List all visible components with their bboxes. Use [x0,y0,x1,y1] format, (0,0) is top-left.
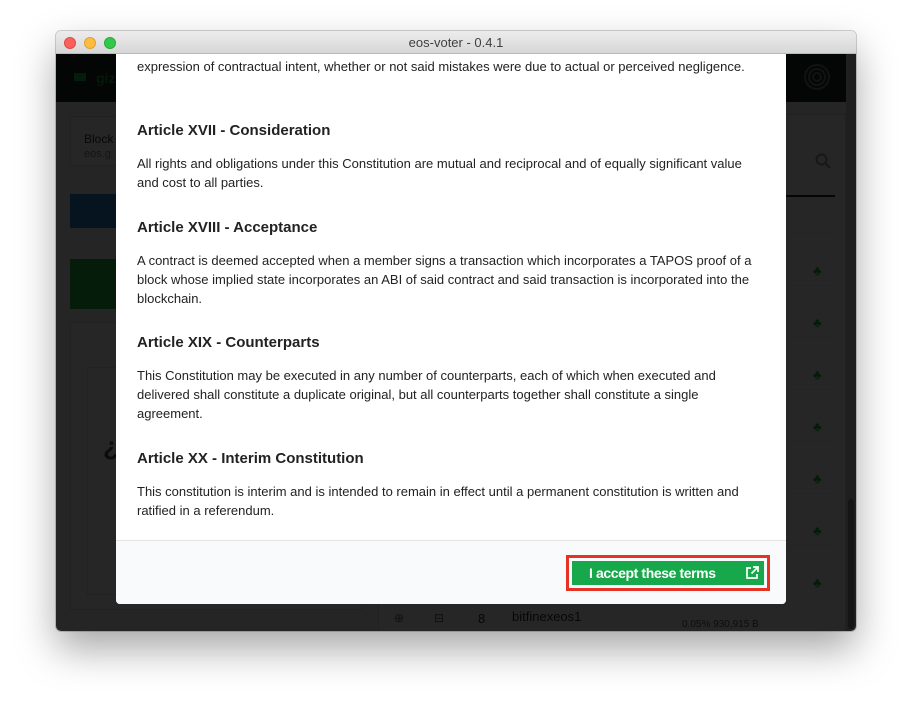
article-body: A contract is deemed accepted when a member signs a transaction which incorporates a TAPOS proof of a block whose implied state incorporates an ABI of said contract and said transaction is incorporated into the blockchain. [137,253,752,306]
article-heading: Article XVII - Consideration [137,122,331,139]
app-window [56,31,856,631]
article-section [137,121,767,192]
accept-terms-button[interactable] [572,561,764,585]
article-heading: Article XIX - Counterparts [137,334,320,351]
article-section [137,333,767,423]
window-title: eos-voter - 0.4.1 [408,35,504,50]
constitution-intro-text: expression of contractual intent, whether or not said mistakes were due to actual or perceived negligence. [137,59,745,74]
title-bar[interactable] [56,31,856,54]
constitution-modal [116,54,786,604]
article-heading: Article XVIII - Acceptance [137,219,318,236]
accept-terms-label: I accept these terms [589,565,716,581]
article-section [137,449,767,520]
article-body: All rights and obligations under this Constitution are mutual and reciprocal and of equally significant value and cost to all parties. [137,156,742,190]
article-body: This constitution is interim and is intended to remain in effect until a permanent constitution is written and ratified in a referendum. [137,484,739,518]
article-section [137,218,767,308]
article-body: This Constitution may be executed in any number of counterparts, each of which when executed and delivered shall constitute a duplicate original, but all counterparts together shall constitute a single agreement. [137,368,716,421]
modal-footer [116,540,786,604]
modal-content[interactable] [137,54,767,540]
accept-button-highlight [566,555,770,591]
article-heading: Article XX - Interim Constitution [137,450,364,467]
external-link-icon [744,565,760,581]
